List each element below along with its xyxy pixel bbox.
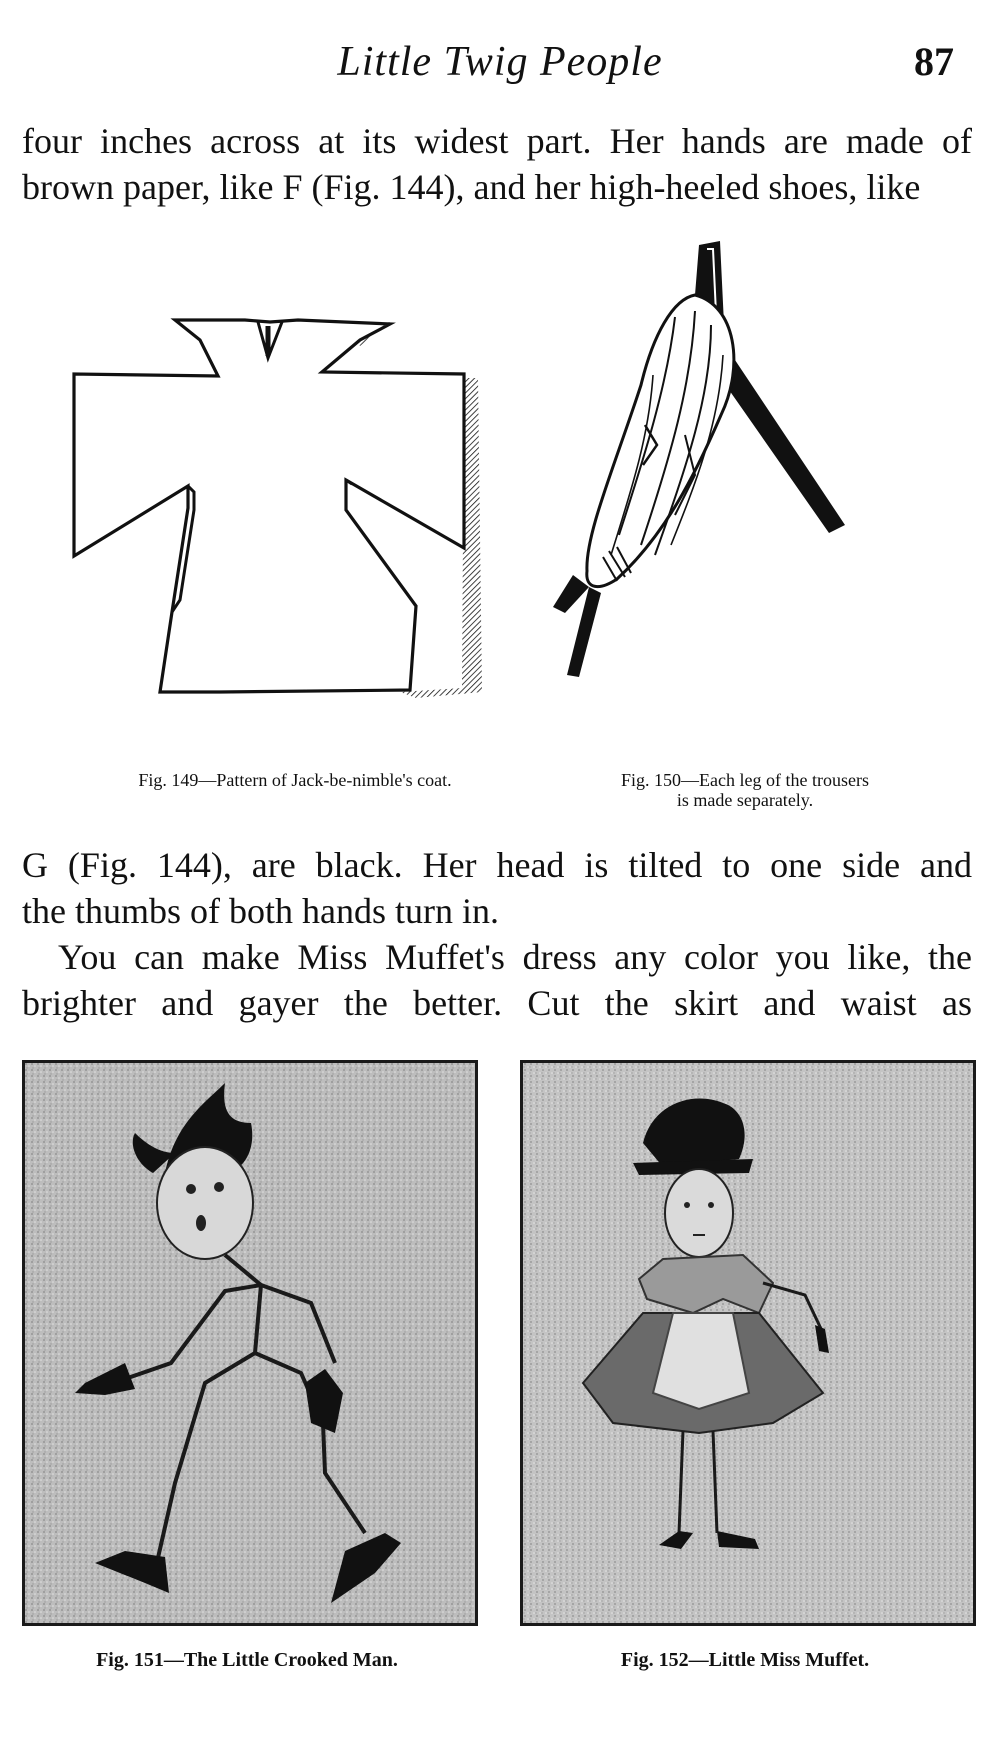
figure-152-caption: Fig. 152—Little Miss Muffet. — [620, 1649, 870, 1671]
miss-muffet-figure — [523, 1063, 973, 1623]
crooked-man-figure — [25, 1063, 475, 1623]
paragraph-3-line-1: You can make Miss Muffet's dress any color you like, the — [58, 937, 972, 977]
paragraph-3-line-2: brighter and gayer the better. Cut the skirt and waist as — [22, 983, 972, 1023]
running-title: Little Twig People — [337, 39, 663, 85]
figure-150-caption-line-2: is made separately. — [676, 790, 814, 810]
paragraph-2-line-1: G (Fig. 144), are black. Her head is tilted to one side and — [22, 845, 972, 885]
coat-pattern-drawing — [60, 300, 530, 710]
paragraph-1-line-1: four inches across at its widest part. Her hands are made of — [22, 121, 972, 161]
figure-151-photo — [22, 1060, 478, 1626]
figure-152-photo — [520, 1060, 976, 1626]
figure-150-trouser-leg — [545, 235, 875, 740]
page-number: 87 — [914, 39, 954, 84]
figure-149-coat-pattern — [60, 300, 530, 715]
paragraph-2-line-2: the thumbs of both hands turn in. — [22, 891, 499, 931]
figure-150-caption-line-1: Fig. 150—Each leg of the trousers — [621, 770, 869, 790]
paragraph-1-line-2: brown paper, like F (Fig. 144), and her high-heeled shoes, like — [22, 167, 921, 207]
running-head — [0, 38, 1000, 98]
figure-151-caption: Fig. 151—The Little Crooked Man. — [96, 1649, 398, 1671]
figure-149-caption: Fig. 149—Pattern of Jack-be-nimble's coat. — [138, 770, 452, 790]
trouser-leg-drawing — [545, 235, 875, 735]
